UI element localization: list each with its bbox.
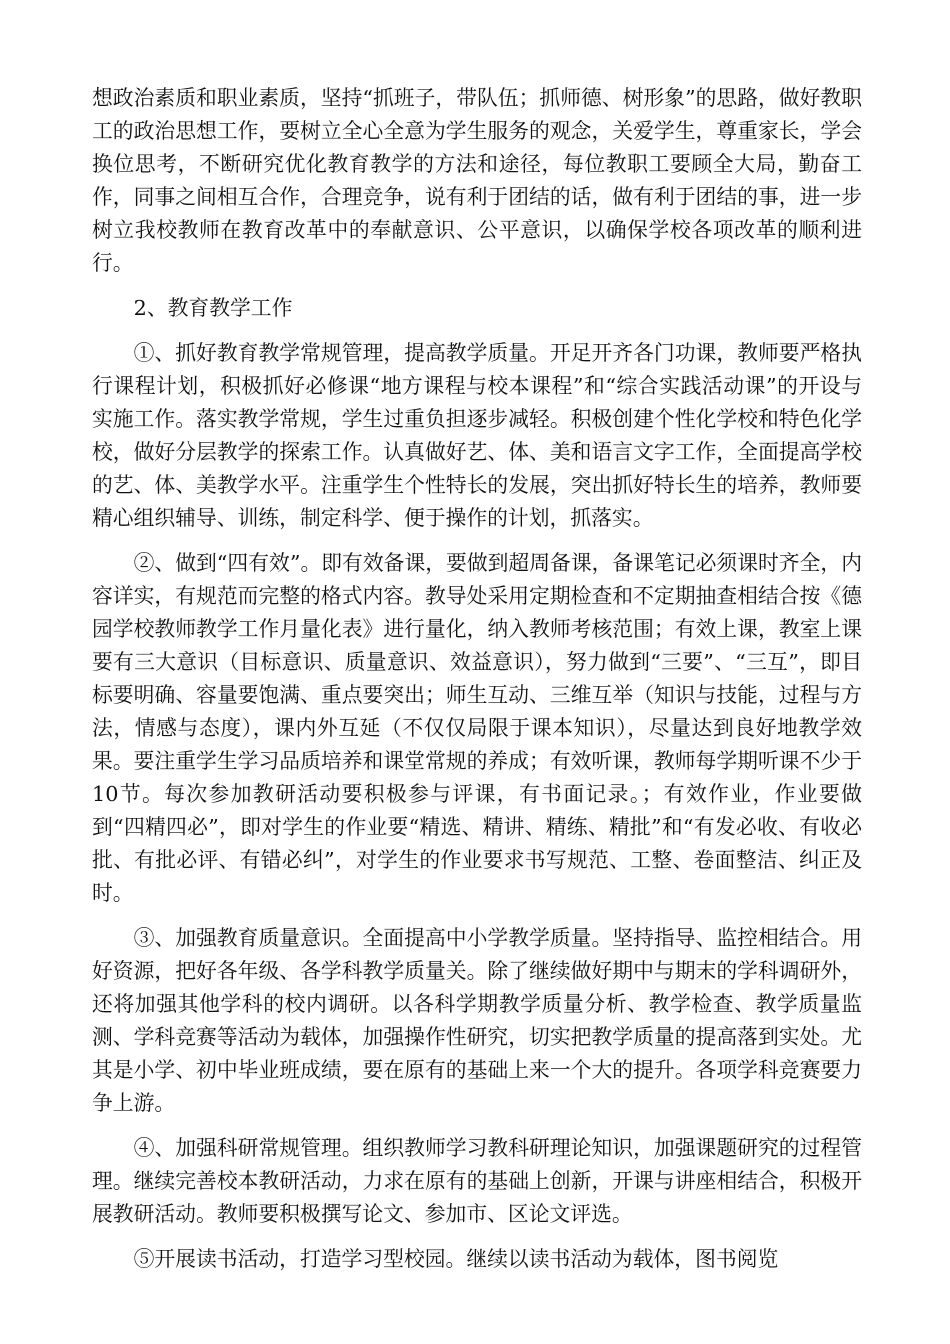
- paragraph-item-4: ④、加强科研常规管理。组织教师学习教科研理论知识，加强课题研究的过程管理。继续完善校本教研活动，力求在原有的基础上创新，开课与讲座相结合，积极开展教研活动。教师要积极撰写论文、参加市、区论文评选。: [92, 1136, 862, 1226]
- paragraph-continued: 想政治素质和职业素质，坚持“抓班子，带队伍；抓师德、树形象”的思路，做好教职工的政治思想工作，要树立全心全意为学生服务的观念，关爱学生，尊重家长，学会换位思考，不断研究优化教育教学的方法和途径，每位教职工要顾全大局，勤奋工作，同事之间相互合作，合理竞争，说有利于团结的话，做有利于团结的事，进一步树立我校教师在教育改革中的奉献意识、公平意识，以确保学校各项改革的顺利进行。: [92, 86, 862, 275]
- document-page: [92, 82, 862, 1276]
- section-heading-teaching-work: 2、教育教学工作: [133, 296, 293, 320]
- paragraph-item-1: ①、抓好教育教学常规管理，提高教学质量。开足开齐各门功课，教师要严格执行课程计划，积极抓好必修课“地方课程与校本课程”和“综合实践活动课”的开设与实施工作。落实教学常规，学生过重负担逐步减轻。积极创建个性化学校和特色化学校，做好分层教学的探索工作。认真做好艺、体、美和语言文字工作，全面提高学校的艺、体、美教学水平。注重学生个性特长的发展，突出抓好特长生的培养，教师要精心组织辅导、训练，制定科学、便于操作的计划，抓落实。: [92, 341, 862, 530]
- paragraph-item-5: ⑤开展读书活动，打造学习型校园。继续以读书活动为载体，图书阅览: [133, 1247, 779, 1271]
- paragraph-item-3: ③、加强教育质量意识。全面提高中小学教学质量。坚持指导、监控相结合。用好资源，把好各年级、各学科教学质量关。除了继续做好期中与期末的学科调研外，还将加强其他学科的校内调研。以各科学期教学质量分析、教学检查、教学质量监测、学科竞赛等活动为载体，加强操作性研究，切实把教学质量的提高落到实处。尤其是小学、初中毕业班成绩，要在原有的基础上来一个大的提升。各项学科竞赛要力争上游。: [92, 926, 862, 1115]
- paragraph-item-2: ②、做到“四有效”。即有效备课，要做到超周备课，备课笔记必须课时齐全，内容详实，有规范而完整的格式内容。教导处采用定期检查和不定期抽查相结合按《德园学校教师教学工作月量化表》进行量化，纳入教师考核范围；有效上课，教室上课要有三大意识（目标意识、质量意识、效益意识），努力做到“三要”、“三互”，即目标要明确、容量要饱满、重点要突出；师生互动、三维互举（知识与技能，过程与方法，情感与态度），课内外互延（不仅仅局限于课本知识），尽量达到良好地教学效果。要注重学生学习品质培养和课堂常规的养成；有效听课，教师每学期听课不少于10节。每次参加教研活动要积极参与评课，有书面记录。；有效作业，作业要做到“四精四必”，即对学生的作业要“精选、精讲、精练、精批”和“有发必收、有收必批、有批必评、有错必纠”，对学生的作业要求书写规范、工整、卷面整洁、纠正及时。: [92, 551, 862, 905]
